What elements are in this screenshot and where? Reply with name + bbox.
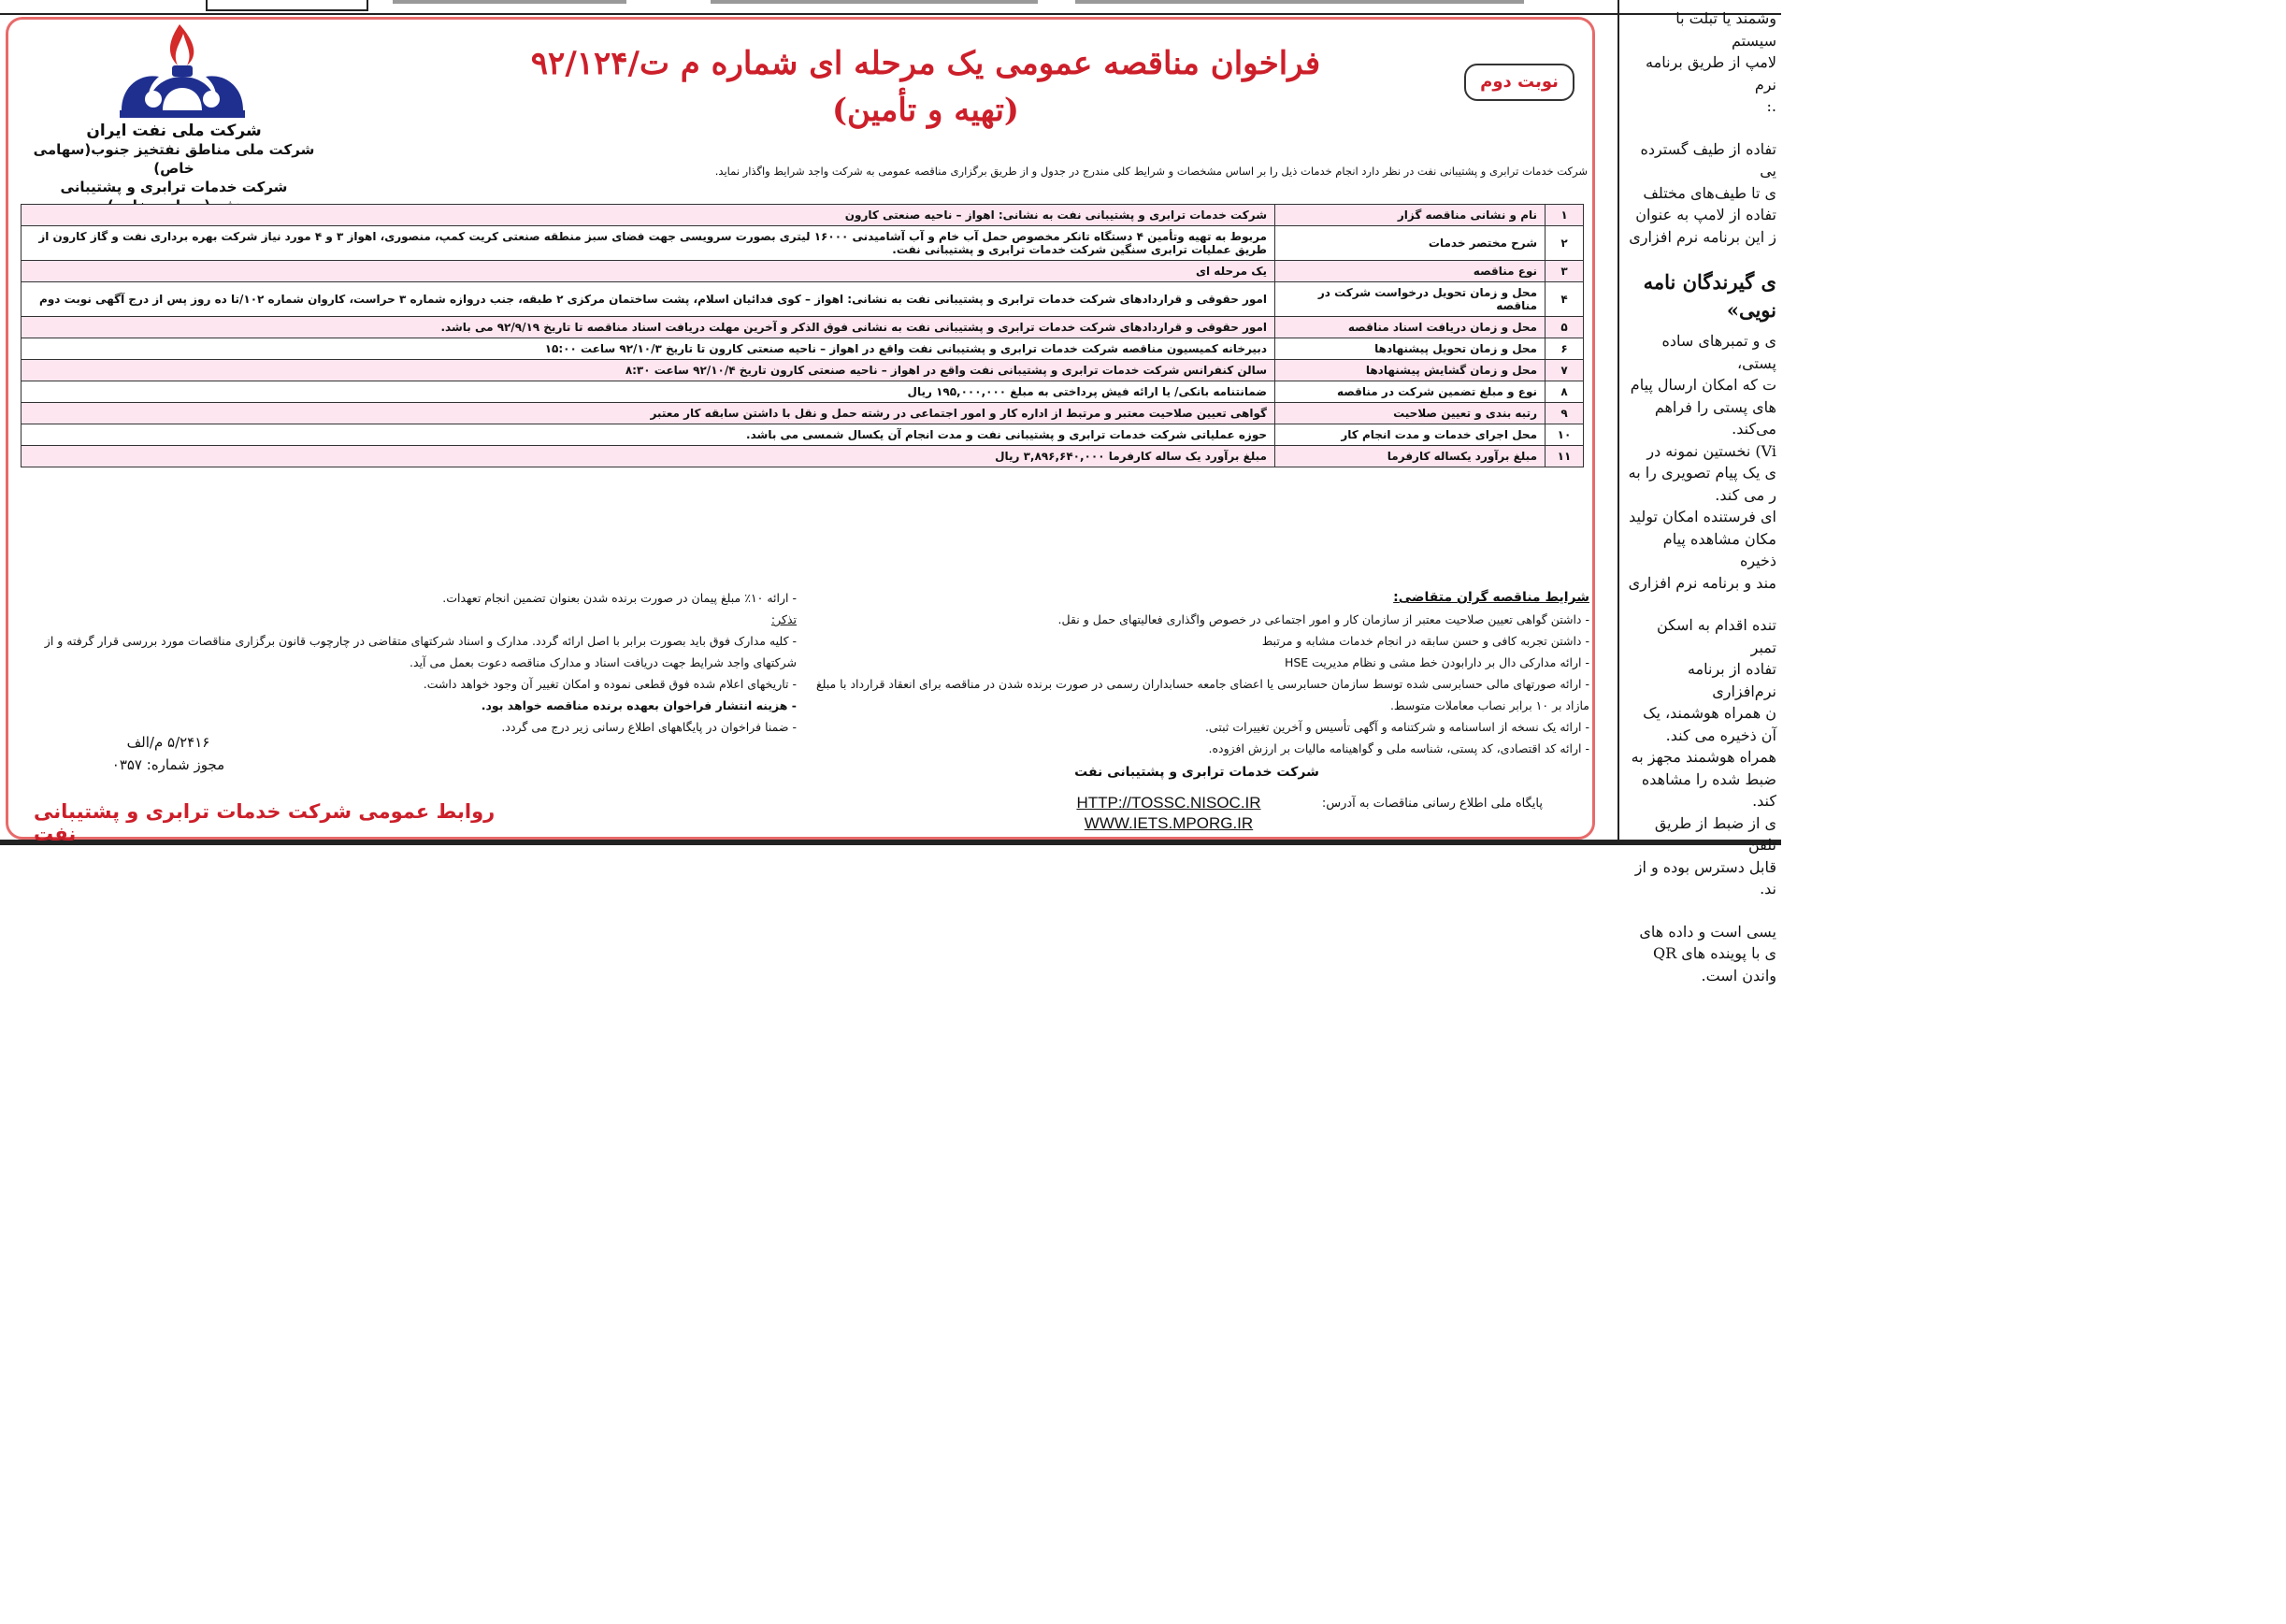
second-publication-badge: نوبت دوم bbox=[1464, 64, 1574, 101]
column-divider bbox=[1617, 0, 1619, 845]
row-number: ۹ bbox=[1546, 403, 1584, 424]
header-box-stub bbox=[206, 0, 368, 11]
public-relations-signature: روابط عمومی شرکت خدمات ترابری و پشتیبانی نفت bbox=[34, 800, 496, 845]
article-line: ز این برنامه نرم افزاری bbox=[1629, 227, 1776, 246]
portal-urls bbox=[1038, 793, 1300, 834]
top-strip bbox=[0, 0, 1781, 15]
table-row bbox=[22, 360, 1584, 381]
adjacent-article-column bbox=[1627, 7, 1776, 984]
row-number: ۶ bbox=[1546, 338, 1584, 360]
article-line: ی و تمبرهای ساده پستی، bbox=[1661, 332, 1776, 372]
row-number: ۸ bbox=[1546, 381, 1584, 403]
article-line: ی یک پیام تصویری را به bbox=[1628, 464, 1776, 481]
requirement-item: - ارائه کد اقتصادی، کد پستی، شناسه ملی و گواهینامه مالیات بر ارزش افزوده. bbox=[1208, 741, 1589, 755]
row-value: حوزه عملیاتی شرکت خدمات ترابری و پشتیبانی نفت و مدت انجام آن یکسال شمسی می باشد. bbox=[22, 424, 1275, 446]
row-number: ۵ bbox=[1546, 317, 1584, 338]
tender-specs-table bbox=[21, 204, 1584, 467]
article-line: مند و برنامه نرم افزاری bbox=[1628, 573, 1776, 592]
table-row bbox=[22, 261, 1584, 282]
article-line: وشمند یا تبلت با سیستم bbox=[1675, 9, 1776, 50]
note-item: - ارائه ۱۰٪ مبلغ پیمان در صورت برنده شدن بعنوان تضمین انجام تعهدات. bbox=[442, 591, 797, 605]
article-line: تفاده از لامپ به عنوان bbox=[1635, 206, 1776, 223]
previous-article-fragment bbox=[711, 0, 1038, 4]
article-paragraph bbox=[1627, 7, 1776, 118]
article-line: ر می کند. bbox=[1715, 485, 1776, 504]
row-label: محل و زمان گشایش پیشنهادها bbox=[1275, 360, 1546, 381]
row-number: ۳ bbox=[1546, 261, 1584, 282]
requirements-heading: شرایط مناقصه گران متقاضی: bbox=[1393, 590, 1589, 605]
article-line: نویی» bbox=[1726, 298, 1776, 322]
article-line: ای فرستنده امکان تولید bbox=[1629, 508, 1776, 525]
company-line: شرکت ملی مناطق نفتخیز جنوب(سهامی خاص) bbox=[33, 141, 315, 177]
requirement-item: - ارائه صورتهای مالی حسابرسی شده توسط سازمان حسابرسی یا اعضای جامعه حسابداران رسمی در صورت برنده شدن در مناقصه برای انعقاد قرارداد با مبلغ مازاد بر ۱۰ برابر نصاب معاملات متوسط. bbox=[815, 677, 1589, 712]
article-line: ت که امکان ارسال پیام bbox=[1630, 376, 1776, 394]
table-row bbox=[22, 381, 1584, 403]
company-line: شرکت ملی نفت ایران bbox=[86, 122, 262, 140]
requirement-item: - داشتن گواهی تعیین صلاحیت معتبر از سازمان کار و امور اجتماعی در خصوص واگذاری فعالیتهای حمل و نقل. bbox=[1057, 612, 1589, 626]
company-line: شرکت خدمات ترابری و پشتیبانی bbox=[60, 179, 288, 195]
table-row bbox=[22, 317, 1584, 338]
requirement-item: - ارائه مدارکی دال بر دارابودن خط مشی و نظام مدیریت HSE bbox=[1284, 655, 1589, 669]
row-label: نوع مناقصه bbox=[1275, 261, 1546, 282]
article-line: ضبط شده را مشاهده کند. bbox=[1641, 769, 1776, 810]
row-label: محل اجرای خدمات و مدت انجام کار bbox=[1275, 424, 1546, 446]
article-line: همراه هوشمند مجهز به bbox=[1631, 748, 1776, 766]
bidder-requirements bbox=[795, 587, 1589, 759]
row-value: مبلغ برآورد یک ساله کارفرما ۳,۸۹۶,۶۴۰,۰۰۰ ریال bbox=[22, 446, 1275, 467]
note-item: - هزینه انتشار فراخوان بعهده برنده مناقصه خواهد بود. bbox=[481, 698, 797, 712]
row-number: ۱ bbox=[1546, 205, 1584, 226]
portal-label: پایگاه ملی اطلاع رسانی مناقصات به آدرس: bbox=[1321, 797, 1543, 811]
portal-url-link[interactable]: WWW.IETS.MPORG.IR bbox=[1084, 814, 1254, 832]
article-line: واندن است. bbox=[1701, 966, 1776, 984]
nioc-logo-icon bbox=[112, 21, 252, 123]
row-value: دبیرخانه کمیسیون مناقصه شرکت خدمات ترابری و پشتیبانی نفت واقع در اهواز – ناحیه صنعتی کارون تا تاریخ ۹۲/۱۰/۳ ساعت ۱۵:۰۰ bbox=[22, 338, 1275, 360]
issuer-company-block bbox=[15, 122, 333, 215]
previous-article-fragment bbox=[1075, 0, 1524, 4]
table-row bbox=[22, 403, 1584, 424]
article-line: تفاده از برنامه نرم‌افزاری bbox=[1687, 660, 1776, 700]
row-label: نوع و مبلغ تضمین شرکت در مناقصه bbox=[1275, 381, 1546, 403]
row-value: ضمانتنامه بانکی/ یا ارائه فیش پرداختی به مبلغ ۱۹۵,۰۰۰,۰۰۰ ریال bbox=[22, 381, 1275, 403]
article-line: آن ذخیره می کند. bbox=[1665, 726, 1776, 744]
row-label: مبلغ برآورد یکساله کارفرما bbox=[1275, 446, 1546, 467]
note-item: - ضمنا فراخوان در پایگاههای اطلاع رسانی زیر درج می گردد. bbox=[501, 720, 797, 734]
permit-number: مجوز شماره: ۰۳۵۷ bbox=[111, 756, 225, 773]
article-line: ی از ضبط از طریق تلفن bbox=[1654, 813, 1776, 854]
row-number: ۱۱ bbox=[1546, 446, 1584, 467]
article-line: مکان مشاهده پیام ذخیره bbox=[1662, 529, 1776, 569]
table-row bbox=[22, 338, 1584, 360]
article-paragraph bbox=[1627, 921, 1776, 987]
row-label: محل و زمان تحویل درخواست شرکت در مناقصه bbox=[1275, 282, 1546, 317]
article-line: تنده اقدام به اسکن تمبر bbox=[1656, 616, 1776, 656]
requirement-item: - داشتن تجربه کافی و حسن سابقه در انجام خدمات مشابه و مرتبط bbox=[1261, 634, 1589, 648]
article-line: یسی است و داده های bbox=[1639, 922, 1776, 941]
article-line: قابل دسترس بوده و از bbox=[1634, 857, 1776, 876]
table-row bbox=[22, 205, 1584, 226]
table-row bbox=[22, 424, 1584, 446]
row-number: ۷ bbox=[1546, 360, 1584, 381]
notes-section bbox=[21, 587, 797, 738]
article-line: ی تا طیف‌های مختلف bbox=[1643, 183, 1776, 202]
article-line: ی گیرندگان نامه bbox=[1643, 270, 1776, 294]
article-line: ند. bbox=[1760, 880, 1776, 898]
article-line: ی با پوینده های QR bbox=[1653, 944, 1776, 962]
row-label: رتبه بندی و تعیین صلاحیت bbox=[1275, 403, 1546, 424]
row-number: ۴ bbox=[1546, 282, 1584, 317]
row-label: نام و نشانی مناقصه گزار bbox=[1275, 205, 1546, 226]
table-row bbox=[22, 226, 1584, 261]
note-item: - تاریخهای اعلام شده فوق قطعی نموده و امکان تغییر آن وجود خواهد داشت. bbox=[423, 677, 797, 691]
notes-heading: تذکر: bbox=[770, 612, 797, 626]
article-line: .: bbox=[1766, 97, 1776, 115]
row-label: شرح مختصر خدمات bbox=[1275, 226, 1546, 261]
title-line: (تهیه و تأمین) bbox=[831, 92, 1020, 129]
previous-article-fragment bbox=[393, 0, 626, 4]
row-value: شرکت خدمات ترابری و پشتیبانی نفت به نشانی: اهواز – ناحیه صنعتی کارون bbox=[22, 205, 1275, 226]
article-line: Vi) نخستین نمونه در bbox=[1646, 441, 1776, 460]
row-value: مربوط به تهیه وتأمین ۴ دستگاه تانکر مخصوص حمل آب خام و آب آشامیدنی ۱۶۰۰۰ لیتری بصورت سرویسی جهت فضای سبز منطقه صنعتی کریت کمپ، منصوری، اهواز ۳ و ۴ مورد نیاز شرکت بهره برداری نفت و گاز کارون از طریق عملیات ترابری سنگین شرکت خدمات ترابری و پشتیبانی نفت. bbox=[22, 226, 1275, 261]
row-value: امور حقوقی و قراردادهای شرکت خدمات ترابری و پشتیبانی نفت به نشانی: اهواز – کوی فدائیان اسلام، پشت ساختمان مرکزی ۲ طبقه، جنب دروازه شماره ۳ حراست، کاروان شماره ۱۰۲/تا ده روز پس از درج آگهی نوبت دوم bbox=[22, 282, 1275, 317]
row-value: یک مرحله ای bbox=[22, 261, 1275, 282]
row-label: محل و زمان تحویل پیشنهادها bbox=[1275, 338, 1546, 360]
table-row bbox=[22, 446, 1584, 467]
article-line: های پستی را فراهم می‌کند. bbox=[1654, 397, 1776, 438]
title-line: فراخوان مناقصه عمومی یک مرحله ای شماره م ت/۹۲/۱۲۴ bbox=[530, 45, 1321, 82]
reference-number: ۵/۲۴۱۶ م/الف bbox=[126, 734, 210, 751]
article-paragraph bbox=[1627, 330, 1776, 594]
article-line: تفاده از طیف گسترده‌ یی bbox=[1640, 139, 1776, 180]
table-row bbox=[22, 282, 1584, 317]
article-paragraph bbox=[1627, 138, 1776, 249]
intro-paragraph: شرکت خدمات ترابری و پشتیبانی نفت در نظر دارد انجام خدمات ذیل را بر اساس مشخصات و شرایط کلی مندرج در جدول و از طریق برگزاری مناقصه عمومی به شرکت واجد شرایط واگذار نماید. bbox=[714, 165, 1588, 178]
tender-title bbox=[411, 41, 1440, 135]
signature-company: شرکت خدمات ترابری و پشتیبانی نفت bbox=[1074, 765, 1319, 780]
reference-numbers bbox=[75, 731, 262, 776]
requirement-item: - ارائه یک نسخه از اساسنامه و شرکتنامه و آگهی تأسیس و آخرین تغییرات ثبتی. bbox=[1204, 720, 1589, 734]
portal-url-link[interactable]: HTTP://TOSSC.NISOC.IR bbox=[1076, 794, 1261, 812]
row-value: امور حقوقی و قراردادهای شرکت خدمات ترابری و پشتیبانی نفت به نشانی فوق الذکر و آخرین مهلت دریافت اسناد مناقصه تا تاریخ ۹۲/۹/۱۹ می باشد. bbox=[22, 317, 1275, 338]
row-number: ۱۰ bbox=[1546, 424, 1584, 446]
row-number: ۲ bbox=[1546, 226, 1584, 261]
article-subheading bbox=[1627, 268, 1776, 324]
article-paragraph bbox=[1627, 614, 1776, 900]
article-line: ن همراه هوشمند، یک bbox=[1643, 704, 1776, 722]
row-label: محل و زمان دریافت اسناد مناقصه bbox=[1275, 317, 1546, 338]
note-item: - کلیه مدارک فوق باید بصورت برابر با اصل ارائه گردد. مدارک و اسناد شرکتهای متقاضی در چارچوب قانون برگزاری مناقصات مورد بررسی قرار گرفته و از شرکتهای واجد شرایط جهت دریافت اسناد و مدارک مناقصه دعوت بعمل می آید. bbox=[44, 634, 797, 669]
row-value: سالن کنفرانس شرکت خدمات ترابری و پشتیبانی نفت واقع در اهواز – ناحیه صنعتی کارون تاریخ ۹۲/۱۰/۴ ساعت ۸:۳۰ bbox=[22, 360, 1275, 381]
article-line: لامپ از طریق برنامه نرم bbox=[1646, 53, 1776, 93]
row-value: گواهی تعیین صلاحیت معتبر و مرتبط از اداره کار و امور اجتماعی در رشته حمل و نقل با داشتن سابقه کار معتبر bbox=[22, 403, 1275, 424]
